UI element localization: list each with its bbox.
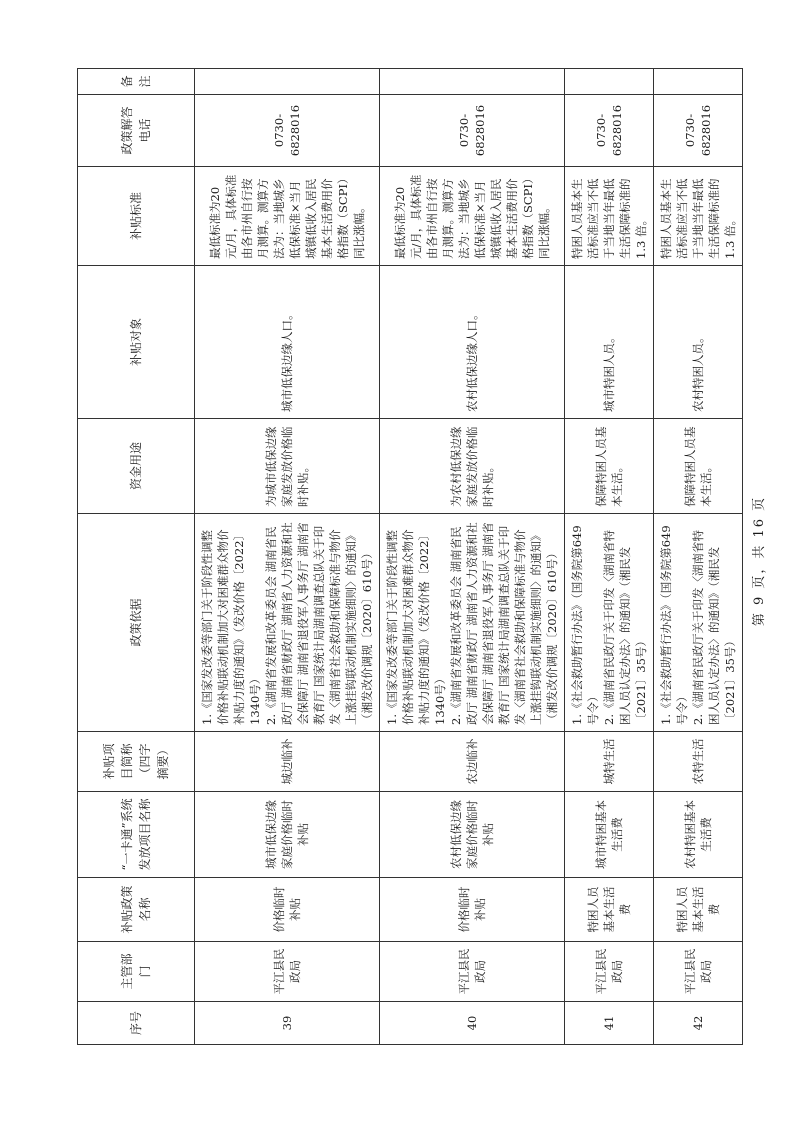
row-policy-name: 价格临时补贴 — [195, 878, 380, 942]
table-row — [380, 69, 565, 1045]
row-policy-name: 特困人员基本生活费 — [654, 878, 743, 942]
table-header-row — [78, 69, 195, 1045]
row-phone: 0730-6828016 — [565, 95, 654, 167]
row-target: 农村特困人员。 — [654, 266, 743, 419]
row-remark — [565, 69, 654, 95]
row-no: 42 — [654, 1002, 743, 1045]
row-basis — [654, 514, 743, 732]
header-fund-use: 资金用途 — [78, 419, 195, 514]
basis-item: 1.《社会救助暂行办法》（国务院第649号令） — [659, 525, 689, 725]
row-card-item: 城市低保边缘家庭价格临时补贴 — [195, 792, 380, 878]
row-standard: 特困人员基本生活标准应当不低于当地当年最低生活保障标准的 1.3 倍。 — [565, 167, 654, 266]
row-standard: 特困人员基本生活标准应当不低于当地当年最低生活保障标准的 1.3 倍。 — [654, 167, 743, 266]
basis-item: 2.《湖南省民政厅关于印发〈湖南省特困人员认定办法〉的通知》（湘民发〔2021〕35号） — [691, 530, 737, 725]
header-remark: 备注 — [78, 69, 195, 95]
row-abbrev: 城特生活 — [565, 732, 654, 792]
row-basis — [195, 514, 380, 732]
row-abbrev: 农边临补 — [380, 732, 565, 792]
row-department: 平江县民政局 — [565, 942, 654, 1002]
header-standard: 补贴标准 — [78, 167, 195, 266]
page-number: 第 9 页，共 16 页 — [752, 495, 767, 627]
row-target: 城市特困人员。 — [565, 266, 654, 419]
header-department: 主管部门 — [78, 942, 195, 1002]
basis-item: 2.《湖南省民政厅关于印发〈湖南省特困人员认定办法〉的通知》（湘民发〔2021〕35号） — [602, 530, 648, 725]
basis-item: 1.《社会救助暂行办法》（国务院第649号令） — [570, 525, 600, 725]
table-row — [565, 69, 654, 1045]
row-fund-use: 保障特困人员基本生活。 — [565, 419, 654, 514]
row-policy-name: 价格临时补贴 — [380, 878, 565, 942]
row-department: 平江县民政局 — [195, 942, 380, 1002]
row-remark — [195, 69, 380, 95]
row-no: 39 — [195, 1002, 380, 1045]
row-abbrev: 城边临补 — [195, 732, 380, 792]
table-row — [654, 69, 743, 1045]
row-standard: 最低标准为20元/月，具体标准由各市州自行按月测算。测算方法为：当地城乡低保标准×当月城镇低收入居民基本生活费用价格指数（SCPI）同比涨幅。 — [195, 167, 380, 266]
row-fund-use: 为城市低保边缘家庭发放价格临时补贴。 — [195, 419, 380, 514]
row-department: 平江县民政局 — [380, 942, 565, 1002]
row-policy-name: 特困人员基本生活费 — [565, 878, 654, 942]
row-department: 平江县民政局 — [654, 942, 743, 1002]
basis-item: 1.《国家发改委等部门关于阶段性调整价格补贴联动机制加大对困难群众物价补贴力度的通知》（发改价格〔2022〕1340号） — [200, 528, 262, 725]
row-card-item: 农村特困基本生活费 — [654, 792, 743, 878]
row-target: 农村低保边缘人口。 — [380, 266, 565, 419]
header-basis: 政策依据 — [78, 514, 195, 732]
table-row — [195, 69, 380, 1045]
row-fund-use: 为农村低保边缘家庭发放价格临时补贴。 — [380, 419, 565, 514]
row-no: 41 — [565, 1002, 654, 1045]
row-basis — [380, 514, 565, 732]
header-target: 补贴对象 — [78, 266, 195, 419]
row-phone: 0730-6828016 — [195, 95, 380, 167]
basis-item: 1.《国家发改委等部门关于阶段性调整价格补贴联动机制加大对困难群众物价补贴力度的通知》（发改价格〔2022〕1340号） — [385, 528, 447, 725]
row-no: 40 — [380, 1002, 565, 1045]
basis-item: 2.《湖南省发展和改革委员会 湖南省民政厅 湖南省财政厅 湖南省人力资源和社会保障厅 湖南省退役军人事务厅 湖南省教育厅 国家统计局湖南调查总队关于印发〈湖南省社会救助和保障标准与物价上涨挂钩联动机制实施细则〉的通知》（湘发改价调规〔2020〕610号） — [264, 522, 374, 725]
row-standard: 最低标准为20元/月，具体标准由各市州自行按月测算。测算方法为：当地城乡低保标准×当月城镇低收入居民基本生活费用价格指数（SCPI）同比涨幅。 — [380, 167, 565, 266]
row-target: 城市低保边缘人口。 — [195, 266, 380, 419]
row-card-item: 农村低保边缘家庭价格临时补贴 — [380, 792, 565, 878]
row-phone: 0730-6828016 — [380, 95, 565, 167]
header-policy-name: 补贴政策名称 — [78, 878, 195, 942]
header-abbrev: 补贴项目简称（四字摘要） — [78, 732, 195, 792]
row-remark — [380, 69, 565, 95]
header-phone: 政策解答电话 — [78, 95, 195, 167]
row-phone: 0730-6828016 — [654, 95, 743, 167]
basis-item: 2.《湖南省发展和改革委员会 湖南省民政厅 湖南省财政厅 湖南省人力资源和社会保障厅 湖南省退役军人事务厅 湖南省教育厅 国家统计局湖南调查总队关于印发〈湖南省社会救助和保障标准与物价上涨挂钩联动机制实施细则〉的通知》（湘发改价调规〔2020〕610号） — [449, 522, 559, 725]
row-abbrev: 农特生活 — [654, 732, 743, 792]
row-card-item: 城市特困基本生活费 — [565, 792, 654, 878]
row-remark — [654, 69, 743, 95]
row-fund-use: 保障特困人员基本生活。 — [654, 419, 743, 514]
subsidy-policy-table — [77, 68, 743, 1045]
header-card-item: “一卡通”系统发放项目名称 — [78, 792, 195, 878]
row-basis — [565, 514, 654, 732]
header-no: 序号 — [78, 1002, 195, 1045]
